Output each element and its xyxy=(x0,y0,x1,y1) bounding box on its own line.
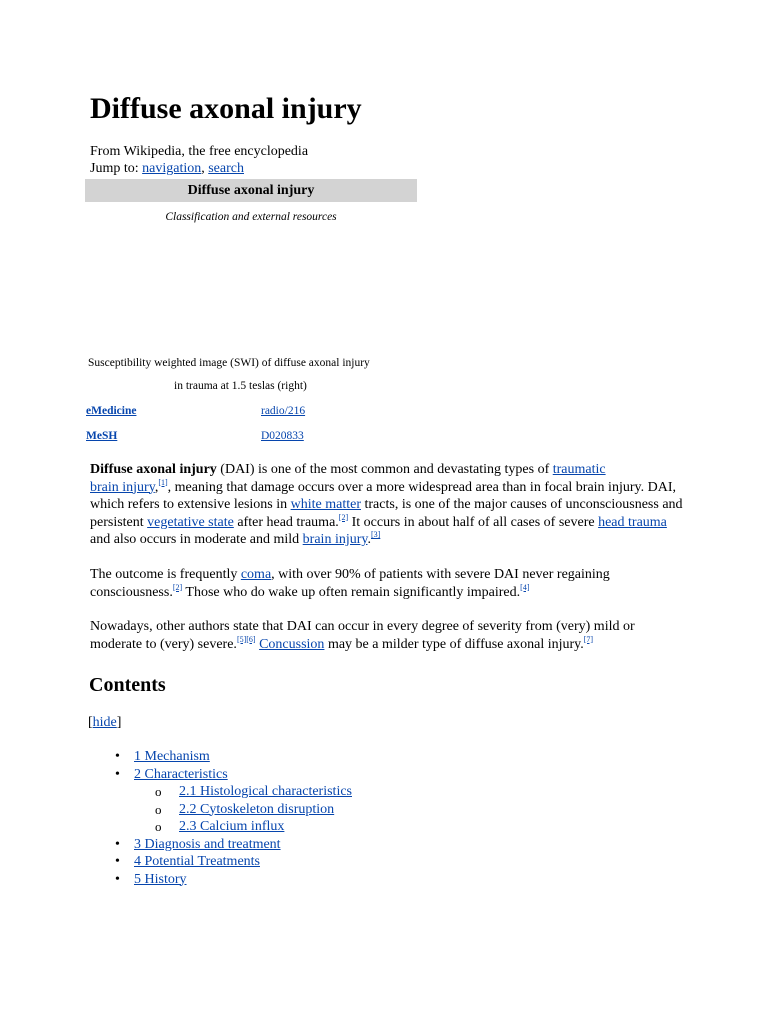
bullet-icon: • xyxy=(115,854,120,869)
toc-subitem xyxy=(90,818,352,836)
intro-paragraph-1 xyxy=(90,461,690,549)
vegetative-state-link[interactable]: vegetative state xyxy=(147,514,234,530)
toc-link-history[interactable]: 5 History xyxy=(134,871,187,887)
text: The outcome is frequently xyxy=(90,567,241,582)
bracket-open: [ xyxy=(88,715,93,730)
toc-item xyxy=(90,766,352,784)
ref-5[interactable]: [5] xyxy=(236,634,247,644)
infobox-emedicine-value[interactable]: radio/216 xyxy=(261,405,306,417)
infobox-caption-line1: Susceptibility weighted image (SWI) of diffuse axonal injury xyxy=(88,357,370,369)
bullet-icon: • xyxy=(115,836,120,852)
text: , with over 90% of patients with severe DAI never regaining consciousness. xyxy=(90,567,610,600)
circle-bullet-icon: o xyxy=(155,819,162,834)
text: Nowadays, other authors state that DAI can occur in every degree of severity from (very) mild or moderate to (very) severe. xyxy=(90,619,635,652)
contents-heading: Contents xyxy=(89,674,166,696)
circle-bullet-icon: o xyxy=(155,784,162,799)
circle-bullet-icon: o xyxy=(155,801,162,817)
white-matter-link[interactable]: white matter xyxy=(290,497,361,512)
toc-item xyxy=(90,871,352,889)
jump-to: Jump to: navigation, search xyxy=(90,161,244,176)
infobox-mesh-label[interactable]: MeSH xyxy=(86,430,118,442)
bracket-close: ] xyxy=(116,715,122,730)
coma-link[interactable]: coma xyxy=(240,567,272,582)
infobox-emedicine-label[interactable]: eMedicine xyxy=(86,405,137,417)
hide-toc-link[interactable]: hide xyxy=(92,715,117,730)
site-tagline: From Wikipedia, the free encyclopedia xyxy=(90,144,309,159)
ref-6[interactable]: [6] xyxy=(246,634,256,644)
table-of-contents xyxy=(90,748,352,888)
toc-link-mechanism[interactable]: 1 Mechanism xyxy=(134,749,210,764)
traumatic-link[interactable]: traumatic xyxy=(552,462,606,477)
ref-2[interactable]: [2] xyxy=(338,512,349,522)
toc-link-treatments[interactable]: 4 Potential Treatments xyxy=(134,854,260,869)
text: after head trauma. xyxy=(233,514,339,530)
ref-3[interactable]: [3] xyxy=(370,530,381,539)
brain-injury-link-2[interactable]: brain injury xyxy=(302,532,368,547)
text: Those who do wake up often remain significantly impaired. xyxy=(182,584,521,600)
brain-injury-link[interactable]: brain injury xyxy=(90,479,155,495)
toc-link-characteristics[interactable]: 2 Characteristics xyxy=(134,766,228,782)
text: , meaning that damage occurs over a more widespread area than in focal brain injury. DAI, which refers to extensive lesions in xyxy=(90,479,676,512)
ref-4[interactable]: [4] xyxy=(520,582,530,592)
toc-link-diagnosis[interactable]: 3 Diagnosis and treatment xyxy=(134,836,281,852)
toc-subitem xyxy=(90,783,352,801)
infobox-heading: Diffuse axonal injury xyxy=(85,179,417,202)
toc-link-histological[interactable]: 2.1 Histological characteristics xyxy=(179,784,352,799)
toc-link-cytoskeleton[interactable]: 2.2 Cytoskeleton disruption xyxy=(179,801,335,817)
text: (DAI) is one of the most common and devastating types of xyxy=(216,462,553,477)
bullet-icon: • xyxy=(115,749,120,764)
text: tracts, is one of the major causes of unconsciousness and persistent xyxy=(90,497,683,530)
page-title: Diffuse axonal injury xyxy=(90,92,362,125)
toc-subitem xyxy=(90,801,352,819)
bullet-icon: • xyxy=(115,766,120,782)
intro-paragraph-2 xyxy=(90,566,690,601)
ref-1[interactable]: [1] xyxy=(158,477,168,487)
toc-toggle xyxy=(88,714,121,732)
toc-item xyxy=(90,836,352,854)
ref-2b[interactable]: [2] xyxy=(172,582,183,592)
infobox-caption-line2: in trauma at 1.5 teslas (right) xyxy=(174,380,307,392)
text: It occurs in about half of all cases of severe xyxy=(348,514,599,530)
text: , xyxy=(154,479,159,495)
bullet-icon: • xyxy=(115,871,120,887)
toc-item xyxy=(90,853,352,871)
ref-7[interactable]: [7] xyxy=(583,634,594,644)
jump-navigation-link[interactable]: navigation xyxy=(142,161,202,176)
head-trauma-link[interactable]: head trauma xyxy=(598,514,667,530)
toc-item xyxy=(90,748,352,766)
term-bold: Diffuse axonal injury xyxy=(90,462,217,477)
infobox-subheading: Classification and external resources xyxy=(165,211,337,223)
text: . xyxy=(367,532,371,547)
toc-link-calcium[interactable]: 2.3 Calcium influx xyxy=(179,819,285,834)
infobox-mesh-value[interactable]: D020833 xyxy=(261,430,304,442)
text: and also occurs in moderate and mild xyxy=(90,532,303,547)
concussion-link[interactable]: Concussion xyxy=(259,636,325,652)
jump-to-label: Jump to: xyxy=(90,161,139,176)
intro-paragraph-3 xyxy=(90,618,690,653)
jump-search-link[interactable]: search xyxy=(208,161,244,176)
text: may be a milder type of diffuse axonal injury. xyxy=(324,636,584,652)
